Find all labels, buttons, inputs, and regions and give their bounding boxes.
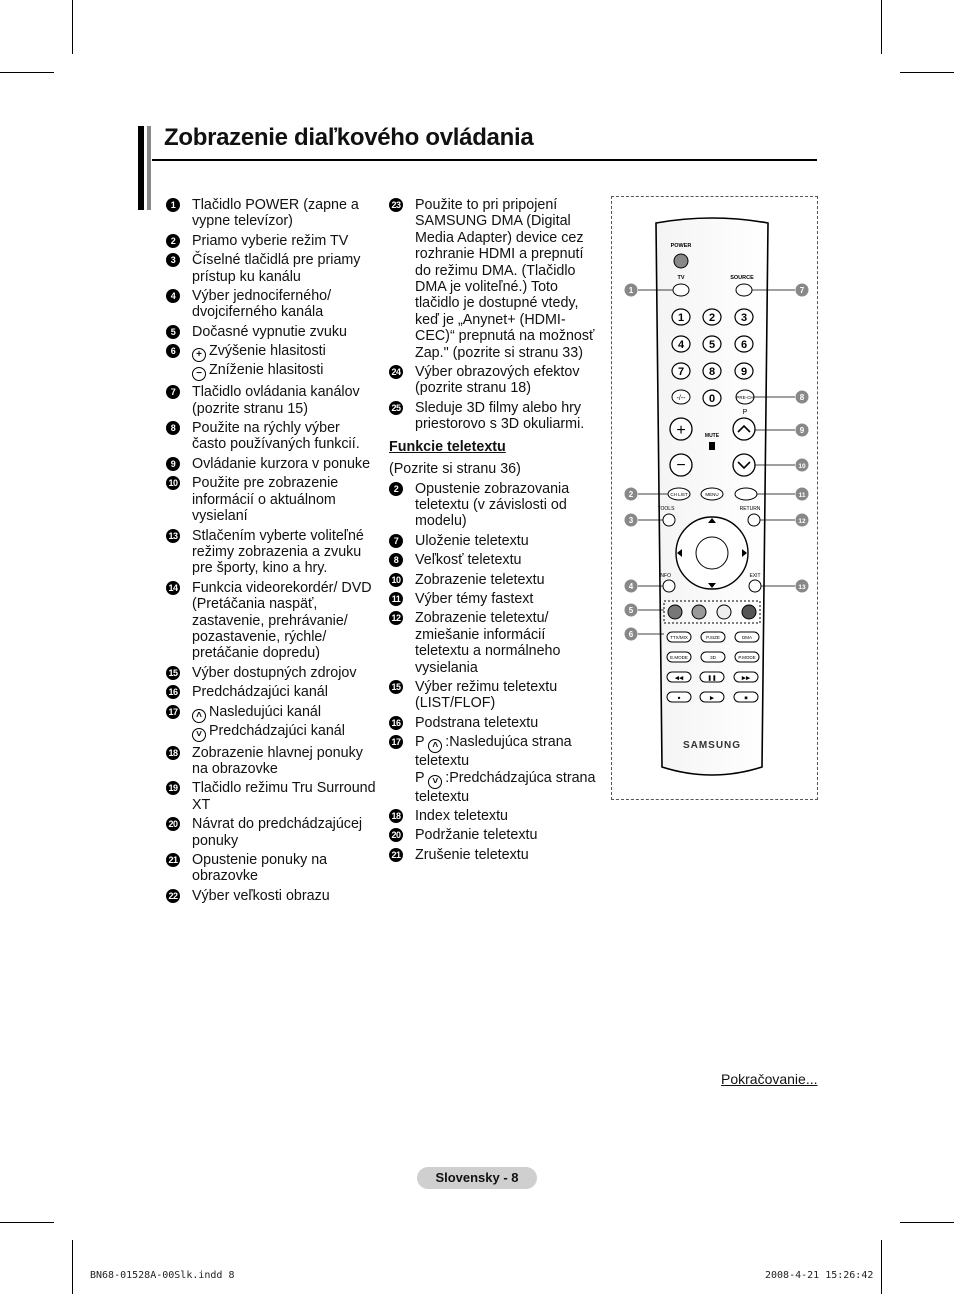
item-text: Predchádzajúci kanál — [192, 684, 328, 701]
item-line — [192, 723, 376, 742]
digit-label: 8 — [708, 366, 716, 378]
tools-button — [663, 514, 675, 526]
item-number-badge: 20 — [166, 817, 180, 831]
item-number-badge: 24 — [389, 365, 403, 379]
item-line — [192, 704, 376, 723]
list-item — [166, 197, 376, 230]
crop-mark — [72, 0, 73, 54]
item-number-badge: 15 — [389, 680, 403, 694]
list-item — [389, 400, 601, 433]
list-item — [389, 364, 601, 397]
item-text: Veľkosť teletextu — [415, 552, 522, 569]
item-number-badge: 2 — [389, 482, 403, 496]
item-number-badge: 13 — [166, 529, 180, 543]
teletext-reference: (Pozrite si stranu 36) — [389, 461, 521, 478]
item-number-badge: 6 — [166, 344, 180, 358]
item-number-badge: 18 — [166, 746, 180, 760]
callout-number: 2 — [628, 490, 634, 499]
item-number-badge: 10 — [166, 476, 180, 490]
tv-button — [673, 284, 689, 296]
function-label: P.SIZE — [706, 635, 720, 640]
title-rule — [152, 159, 817, 161]
item-text: Použite to pri pripojení SAMSUNG DMA (Digital Media Adapter) device cez rozhranie HDMI a prepnutí do režimu DMA. (Tlačidlo DMA je voliteľné.) Toto tlačidlo je dostupné vtedy, keď je „Anynet+ (HDMI-CEC)“ prepnutá na možnosť Zap." (pozrite si stranu 33) — [415, 197, 595, 361]
list-item — [166, 704, 376, 742]
list-item — [389, 533, 601, 549]
blue-key — [742, 605, 756, 619]
item-text: Funkcia videorekordér/ DVD (Pretáčania naspäť, zastavenie, prehrávanie/ pozastavenie, rýchle/ pretáčanie dopredu) — [192, 579, 372, 662]
digit-label: 7 — [677, 366, 685, 378]
item-text: Výber dostupných zdrojov — [192, 664, 357, 681]
function-label: E.MODE — [670, 655, 688, 660]
teletext-heading: Funkcie teletextu — [389, 438, 506, 455]
remote-illustration-frame — [611, 196, 818, 800]
digit-label: 9 — [740, 366, 748, 378]
item-text: Použite pre zobrazenie informácií o aktuálnom vysielaní — [192, 475, 339, 525]
digit-label: 3 — [740, 312, 748, 324]
dash-label: -/-- — [676, 395, 686, 402]
item-number-badge: 25 — [389, 401, 403, 415]
item-number-badge: 2 — [166, 234, 180, 248]
column-left — [166, 197, 376, 907]
function-label: 3D — [710, 655, 716, 660]
item-number-badge: 7 — [166, 385, 180, 399]
item-number-badge: 14 — [166, 581, 180, 595]
callout-number: 6 — [628, 630, 634, 639]
item-number-badge: 10 — [389, 573, 403, 587]
footer-file-info: BN68-01528A-00Slk.indd 8 — [90, 1270, 235, 1281]
crop-mark — [0, 72, 54, 73]
p-letter: P — [415, 769, 429, 786]
item-number-badge: 16 — [389, 716, 403, 730]
source-button — [736, 284, 752, 296]
title-decor-bar — [138, 126, 144, 210]
chevron-up-icon: ˄ — [428, 739, 442, 753]
item-number-badge: 4 — [166, 289, 180, 303]
list-item — [166, 420, 376, 453]
item-number-badge: 1 — [166, 198, 180, 212]
footer-timestamp: 2008-4-21 15:26:42 — [765, 1270, 874, 1281]
callout-number: 10 — [798, 463, 806, 470]
crop-mark — [72, 1240, 73, 1294]
list-item — [389, 591, 601, 607]
callout-number: 4 — [628, 582, 634, 591]
callout-number: 8 — [799, 393, 805, 402]
plus-icon: + — [192, 348, 206, 362]
list-item — [389, 827, 601, 843]
aux-button — [735, 488, 757, 500]
list-item — [166, 780, 376, 813]
digit-label: 0 — [708, 393, 716, 405]
p-letter: P — [415, 734, 429, 751]
item-number-badge: 17 — [389, 735, 403, 749]
transport-icon: ▶▶ — [741, 675, 751, 682]
item-line — [192, 362, 376, 381]
list-item — [166, 580, 376, 662]
column-middle — [389, 197, 601, 866]
digit-label: 1 — [677, 312, 685, 324]
item-number-badge: 11 — [389, 592, 403, 606]
item-text: Predchádzajúci kanál — [209, 722, 345, 739]
list-item — [389, 481, 601, 530]
list-item — [166, 343, 376, 381]
item-number-badge: 9 — [166, 457, 180, 471]
function-label: DMA — [742, 635, 752, 640]
item-number-badge: 18 — [389, 809, 403, 823]
chevron-down-icon: ˅ — [428, 775, 442, 789]
item-text: Výber veľkosti obrazu — [192, 887, 330, 904]
page-title: Zobrazenie diaľkového ovládania — [164, 124, 534, 151]
list-item — [389, 610, 601, 676]
return-label: RETURN — [739, 506, 761, 512]
crop-mark — [900, 1222, 954, 1223]
item-text: Výber obrazových efektov (pozrite stranu 18) — [415, 364, 580, 397]
green-key — [692, 605, 706, 619]
digit-label: 6 — [740, 339, 748, 351]
transport-icon: ▶ — [709, 695, 715, 702]
item-number-badge: 20 — [389, 828, 403, 842]
item-number-badge: 5 — [166, 325, 180, 339]
item-text: Zobrazenie teletextu — [415, 571, 545, 588]
item-number-badge: 8 — [166, 421, 180, 435]
item-text: Opustenie ponuky na obrazovke — [192, 852, 328, 885]
item-text: Sleduje 3D filmy alebo hry priestorovo s 3D okuliarmi. — [415, 399, 585, 433]
item-number-badge: 23 — [389, 198, 403, 212]
chevron-up-icon: ˄ — [192, 709, 206, 723]
chevron-down-icon: ˅ — [192, 728, 206, 742]
item-number-badge: 22 — [166, 889, 180, 903]
tools-label: TOOLS — [657, 506, 675, 512]
callout-number: 1 — [628, 286, 634, 295]
transport-icon: ❚❚ — [707, 675, 717, 682]
list-item — [389, 197, 601, 361]
item-text: Opustenie zobrazovania teletextu (v závislosti od modelu) — [415, 480, 570, 530]
item-text: Číselné tlačidlá pre priamy prístup ku kanálu — [192, 252, 361, 285]
item-text: Zrušenie teletextu — [415, 846, 529, 863]
item-text: Výber režimu teletextu (LIST/FLOF) — [415, 678, 558, 712]
list-item — [166, 233, 376, 249]
channel-down-icon — [733, 454, 755, 476]
item-number-badge: 3 — [166, 253, 180, 267]
info-label: INFO — [659, 573, 671, 579]
item-number-badge: 21 — [166, 853, 180, 867]
item-line — [415, 734, 601, 769]
item-text: Index teletextu — [415, 808, 508, 824]
list-item — [389, 715, 601, 731]
list-item — [166, 684, 376, 700]
digit-label: 4 — [677, 339, 685, 351]
mute-label: MUTE — [704, 433, 720, 439]
info-button — [663, 580, 675, 592]
channel-up-icon — [733, 418, 755, 440]
minus-icon: − — [192, 367, 206, 381]
crop-mark — [881, 0, 882, 54]
callout-number: 7 — [799, 286, 805, 295]
callout-number: 9 — [799, 426, 805, 435]
item-text: Ovládanie kurzora v ponuke — [192, 455, 371, 472]
brand-logo: SAMSUNG — [682, 740, 742, 751]
mute-icon — [709, 442, 715, 450]
function-label: P.MODE — [738, 655, 756, 660]
list-item — [166, 816, 376, 849]
list-item — [166, 324, 376, 340]
item-text: Výber témy fastext — [415, 590, 534, 607]
list-item — [166, 528, 376, 577]
list-item — [166, 852, 376, 885]
item-text: Podstrana teletextu — [415, 714, 539, 731]
list-item — [389, 734, 601, 805]
list-item — [166, 384, 376, 417]
list-item — [166, 665, 376, 681]
tv-label: TV — [677, 275, 685, 281]
list-item — [389, 808, 601, 824]
chlist-label: CH LIST — [670, 492, 688, 497]
list-item — [389, 679, 601, 712]
dpad-enter — [696, 537, 728, 569]
power-label: POWER — [670, 243, 692, 249]
transport-icon: ◀◀ — [674, 675, 684, 682]
list-item — [166, 745, 376, 778]
item-text: Návrat do predchádzajúcej ponuky — [192, 816, 363, 849]
page-number-badge: Slovensky - 8 — [417, 1167, 537, 1189]
item-number-badge: 16 — [166, 685, 180, 699]
minus-glyph: − — [676, 457, 686, 474]
plus-glyph: + — [676, 422, 686, 439]
callout-number: 11 — [798, 492, 806, 499]
item-text: :Predchádzajúca strana teletextu — [415, 769, 596, 805]
item-text: Zobrazenie hlavnej ponuky na obrazovke — [192, 744, 363, 777]
item-line — [415, 770, 601, 805]
digit-label: 5 — [708, 339, 716, 351]
item-text: Stlačením vyberte voliteľné režimy zobrazenia a zvuku pre športy, kino a hry. — [192, 527, 364, 577]
red-key — [668, 605, 682, 619]
item-number-badge: 12 — [389, 611, 403, 625]
transport-icon: ■ — [744, 695, 748, 702]
item-text: Priamo vyberie režim TV — [192, 232, 349, 249]
power-icon — [674, 254, 688, 268]
title-decor-bar — [147, 126, 151, 210]
menu-label: MENU — [705, 492, 719, 497]
list-item — [389, 552, 601, 568]
callout-number: 13 — [798, 584, 806, 591]
yellow-key — [717, 605, 731, 619]
list-item — [389, 847, 601, 863]
item-number-badge: 21 — [389, 848, 403, 862]
item-text: Zobrazenie teletextu/ zmiešanie informácií teletextu a normálneho vysielania — [415, 610, 561, 676]
crop-mark — [881, 1240, 882, 1294]
item-text: Tlačidlo režimu Tru Surround XT — [192, 780, 376, 813]
item-text: Použite na rýchly výber často používaných funkcií. — [192, 420, 360, 453]
item-text: Uloženie teletextu — [415, 532, 529, 549]
function-label: TTX/MIX — [670, 635, 688, 640]
exit-button — [749, 580, 761, 592]
item-number-badge: 8 — [389, 553, 403, 567]
crop-mark — [0, 1222, 54, 1223]
item-text: Výber jednociferného/ dvojciferného kanála — [192, 288, 332, 321]
item-text: Zníženie hlasitosti — [209, 362, 324, 379]
list-item — [166, 888, 376, 904]
item-line — [192, 343, 376, 362]
crop-mark — [900, 72, 954, 73]
return-button — [748, 514, 760, 526]
continue-link: Pokračovanie... — [721, 1071, 818, 1087]
item-number-badge: 15 — [166, 666, 180, 680]
list-item — [166, 456, 376, 472]
callout-number: 3 — [628, 516, 634, 525]
item-text: Tlačidlo POWER (zapne a vypne televízor) — [192, 197, 359, 230]
item-number-badge: 19 — [166, 781, 180, 795]
callout-number: 12 — [798, 518, 806, 525]
item-number-badge: 17 — [166, 705, 180, 719]
prech-label: PRE-CH — [736, 395, 754, 400]
list-item — [166, 288, 376, 321]
list-item — [166, 475, 376, 524]
remote-control-illustration — [612, 197, 817, 799]
exit-label: EXIT — [749, 573, 761, 579]
callout-number: 5 — [628, 606, 634, 615]
digit-label: 2 — [708, 312, 716, 324]
item-text: Nasledujúci kanál — [209, 703, 322, 720]
item-text: Tlačidlo ovládania kanálov (pozrite stranu 15) — [192, 384, 360, 417]
list-item — [166, 252, 376, 285]
source-label: SOURCE — [730, 275, 754, 281]
item-text: :Nasledujúca strana teletextu — [415, 734, 572, 770]
p-label: P — [742, 409, 748, 416]
item-text: Podržanie teletextu — [415, 827, 538, 844]
item-number-badge: 7 — [389, 534, 403, 548]
item-text: Dočasné vypnutie zvuku — [192, 323, 347, 340]
item-text: Zvýšenie hlasitosti — [209, 343, 326, 360]
list-item — [389, 572, 601, 588]
transport-icon: ● — [677, 695, 681, 702]
